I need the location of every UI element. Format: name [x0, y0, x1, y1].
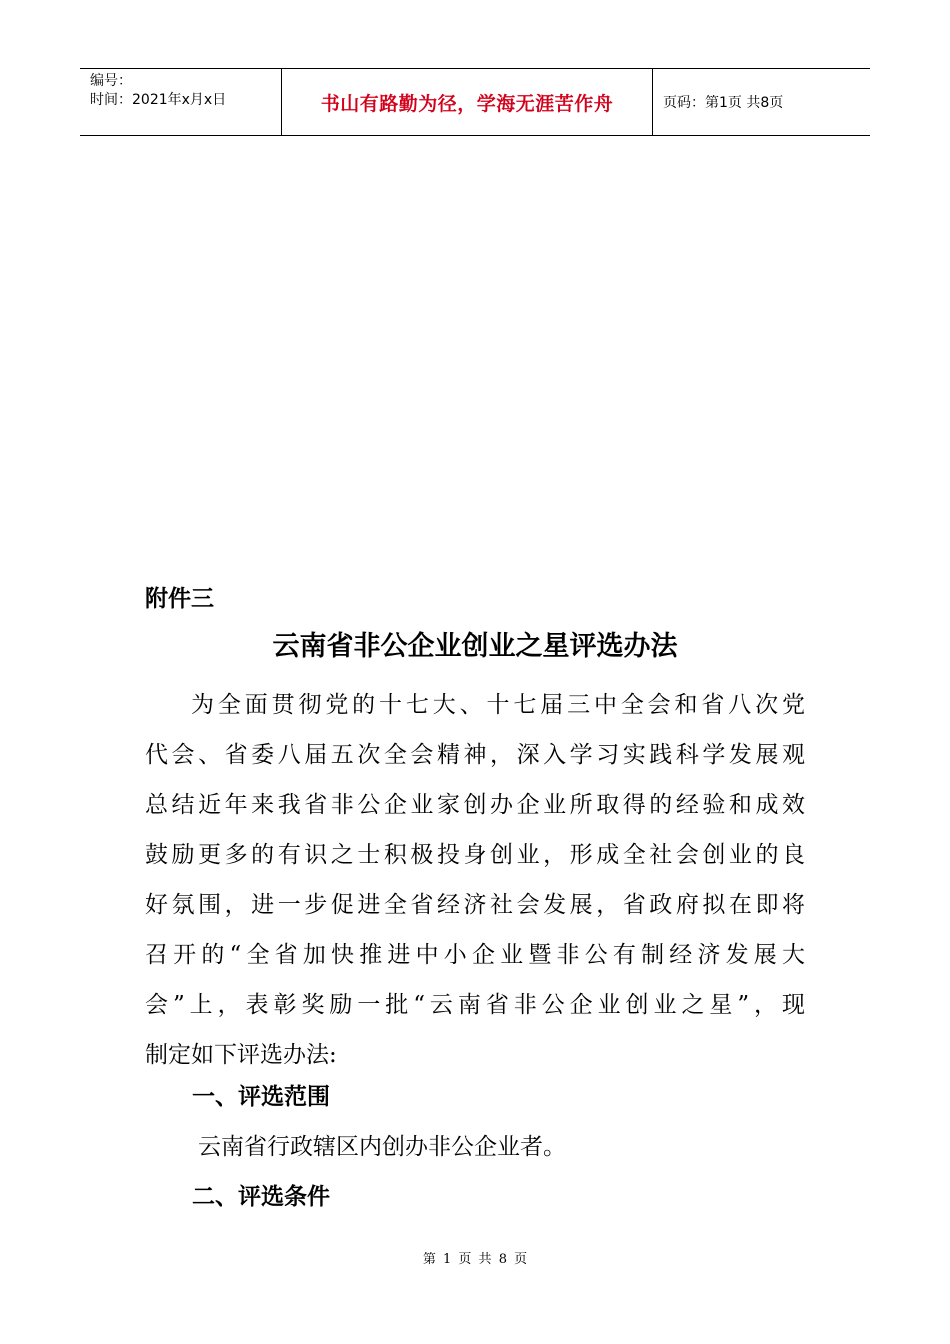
intro-line: 为全面贯彻党的十七大、十七届三中全会和省八次党 — [191, 692, 805, 718]
annex-label: 附件三 — [145, 586, 214, 612]
intro-line: 鼓励更多的有识之士积极投身创业，形成全社会创业的良 — [145, 842, 805, 868]
intro-line: 召开的“全省加快推进中小企业暨非公有制经济发展大 — [145, 942, 805, 968]
intro-line: 总结近年来我省非公企业家创办企业所取得的经验和成效 — [145, 792, 805, 818]
intro-line: 好氛围，进一步促进全省经济社会发展，省政府拟在即将 — [145, 892, 805, 918]
header-page-info: 页码：第1页 共8页 — [663, 95, 784, 111]
intro-line: 会”上，表彰奖励一批“云南省非公企业创业之星”，现 — [145, 992, 805, 1018]
intro-line: 制定如下评选办法: — [145, 1042, 337, 1068]
intro-paragraph — [145, 680, 805, 1080]
page-header — [80, 68, 870, 136]
page-footer: 第 1 页 共 8 页 — [422, 1252, 528, 1267]
document-title: 云南省非公企业创业之星评选办法 — [272, 631, 678, 662]
document-number-label: 编号： — [90, 73, 132, 89]
document-time-label: 时间：2021年x月x日 — [90, 92, 227, 108]
section-text-scope: 云南省行政辖区内创办非公企业者。 — [198, 1134, 566, 1160]
section-heading-criteria: 二、评选条件 — [192, 1184, 330, 1210]
section-heading-scope: 一、评选范围 — [192, 1084, 330, 1110]
intro-line: 代会、省委八届五次全会精神，深入学习实践科学发展观 — [145, 742, 805, 768]
header-motto: 书山有路勤为径，学海无涯苦作舟 — [282, 69, 653, 135]
header-meta — [80, 69, 282, 135]
